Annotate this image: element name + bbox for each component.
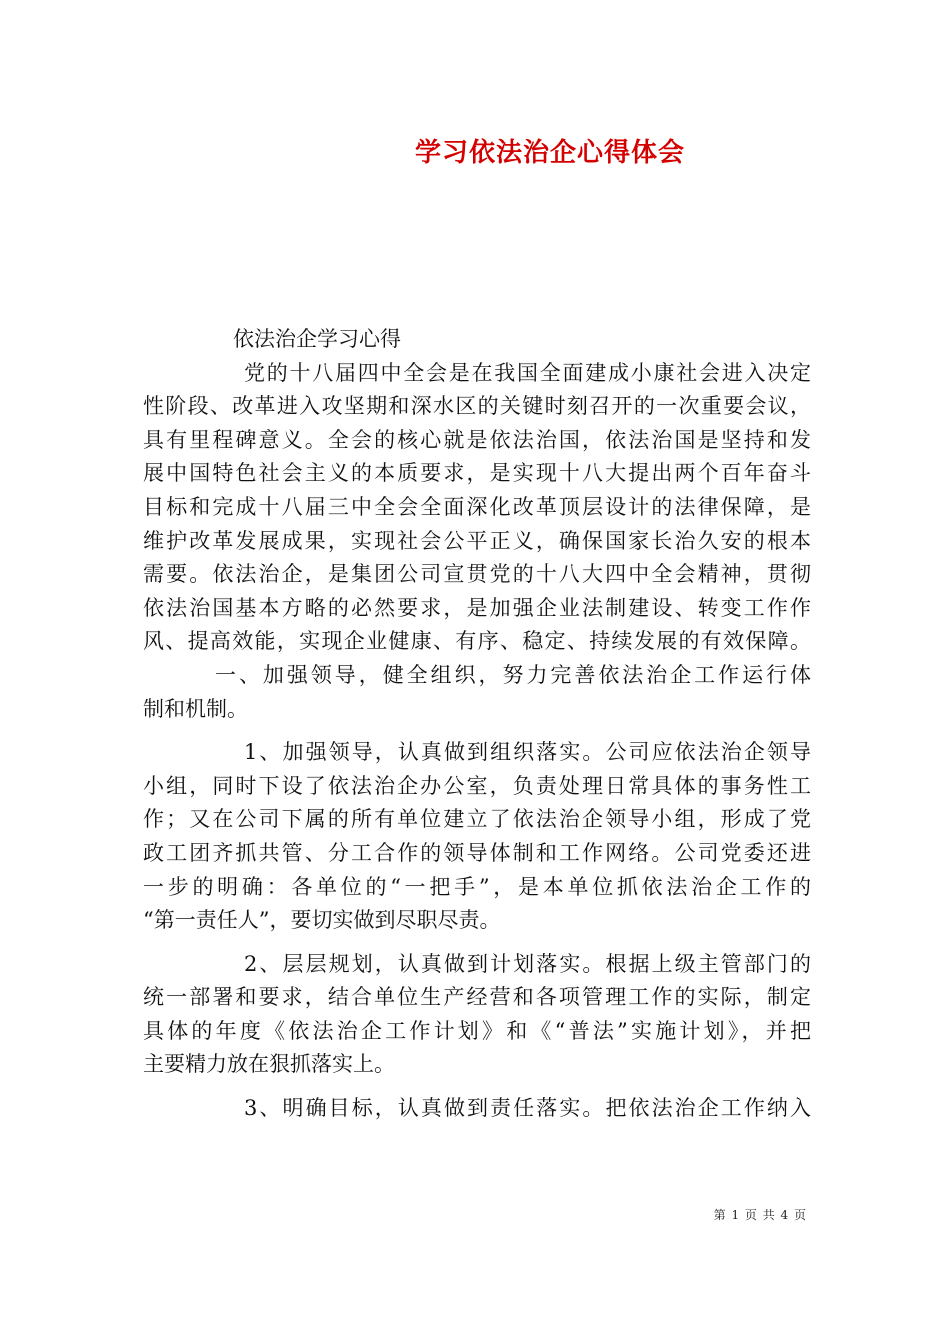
paragraph-line: 2、层层规划，认真做到计划落实。根据上级主管部门的 <box>244 951 811 976</box>
paragraph-line: 风、提高效能，实现企业健康、有序、稳定、持续发展的有效保障。 <box>143 629 811 654</box>
paragraph-line: 具体的年度《依法治企工作计划》和《“普法”实施计划》，并把 <box>143 1018 811 1043</box>
paragraph-line: 1、加强领导，认真做到组织落实。公司应依法治企领导 <box>244 740 811 765</box>
section-heading-line: 制和机制。 <box>143 696 248 721</box>
paragraph-line: 作；又在公司下属的所有单位建立了依法治企领导小组，形成了党 <box>143 807 811 832</box>
paragraph-line: 主要精力放在狠抓落实上。 <box>143 1052 395 1077</box>
page-number: 第 1 页 共 4 页 <box>713 1208 807 1222</box>
paragraph-line: “第一责任人”，要切实做到尽职尽责。 <box>143 908 501 933</box>
paragraph-line: 目标和完成十八届三中全会全面深化改革顶层设计的法律保障，是 <box>143 494 811 519</box>
paragraph-line: 3、明确目标，认真做到责任落实。把依法治企工作纳入 <box>244 1096 811 1121</box>
document-title: 学习依法治企心得体会 <box>414 138 685 168</box>
document-body <box>143 323 811 1126</box>
section-heading-line: 一、加强领导，健全组织，努力完善依法治企工作运行体 <box>215 662 811 687</box>
paragraph-line: 需要。依法治企，是集团公司宣贯党的十八大四中全会精神，贯彻 <box>143 562 811 587</box>
paragraph-line: 具有里程碑意义。全会的核心就是依法治国，依法治国是坚持和发 <box>143 427 811 452</box>
paragraph-line: 一步的明确：各单位的“一把手”，是本单位抓依法治企工作的 <box>143 874 811 899</box>
paragraph-line: 政工团齐抓共管、分工合作的领导体制和工作网络。公司党委还进 <box>143 840 811 865</box>
paragraph-line: 依法治国基本方略的必然要求，是加强企业法制建设、转变工作作 <box>143 595 811 620</box>
paragraph-line: 性阶段、改革进入攻坚期和深水区的关键时刻召开的一次重要会议， <box>143 394 811 419</box>
paragraph-line: 小组，同时下设了依法治企办公室，负责处理日常具体的事务性工 <box>143 773 811 798</box>
paragraph-line: 统一部署和要求，结合单位生产经营和各项管理工作的实际，制定 <box>143 985 811 1010</box>
paragraph-line: 展中国特色社会主义的本质要求，是实现十八大提出两个百年奋斗 <box>143 461 811 486</box>
section-subtitle: 依法治企学习心得 <box>233 327 401 351</box>
paragraph-line: 维护改革发展成果，实现社会公平正义，确保国家长治久安的根本 <box>143 528 811 553</box>
paragraph-line: 党的十八届四中全会是在我国全面建成小康社会进入决定 <box>244 360 811 385</box>
